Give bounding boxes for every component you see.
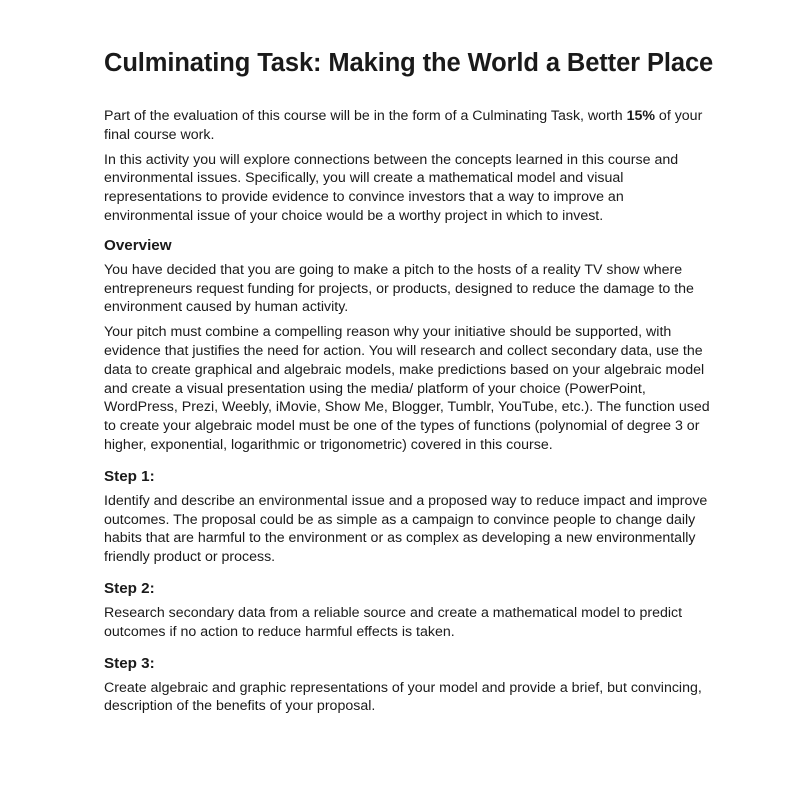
intro-text-end: of your final course work. [104, 108, 703, 143]
document-page [104, 46, 714, 722]
intro-text-start: Part of the evaluation of this course will be in the form of a Culminating Task, worth [104, 108, 627, 124]
step-2-text: Research secondary data from a reliable source and create a mathematical model to predict outcomes if no action to reduce harmful effects is taken. [104, 604, 683, 640]
step-3-text: Create algebraic and graphic representations of your model and provide a brief, but convincing, description of the benefits of your proposal. [104, 679, 702, 715]
step-2-section [104, 579, 714, 642]
overview-heading: Overview [104, 236, 172, 254]
weight-percentage: 15% [626, 108, 655, 124]
overview-paragraph-2: Your pitch must combine a compelling reason why your initiative should be supported, with evidence that justifies the need for action. You will research and collect secondary data, use the data to create graphical and algebraic models, make predictions based on your algebraic model and create a visual presentation using the media/ platform of your choice (PowerPoint, WordPress, Prezi, Weebly, iMovie, Show Me, Blogger, Tumblr, YouTube, etc.). The function used to create your algebraic model must be one of the types of functions (polynomial of degree 3 or higher, exponential, logarithmic or trigonometric) covered in this course. [104, 324, 710, 453]
step-1-text: Identify and describe an environmental issue and a proposed way to reduce impact and improve outcomes. The proposal could be as simple as a campaign to convince people to change daily habits that are harmful to the environment or as complex as developing a new environmentally friendly product or process. [104, 492, 708, 566]
step-3-section [104, 654, 714, 717]
step-3-heading: Step 3: [104, 654, 155, 672]
intro-paragraph-1 [104, 107, 714, 145]
step-2-heading: Step 2: [104, 579, 155, 597]
page-title: Culminating Task: Making the World a Better Place [104, 49, 714, 77]
step-1-heading: Step 1: [104, 467, 155, 485]
intro-paragraph-2: In this activity you will explore connections between the concepts learned in this course and environmental issues. Specifically, you will create a mathematical model and visual representations to provide evidence to convince investors that a way to improve an environmental issue of your choice would be a worthy project in which to invest. [104, 151, 679, 224]
step-1-section [104, 467, 714, 567]
overview-paragraph-1: You have decided that you are going to make a pitch to the hosts of a reality TV show where entrepreneurs request funding for projects, or products, designed to reduce the damage to the environment caused by human activity. [104, 261, 694, 316]
